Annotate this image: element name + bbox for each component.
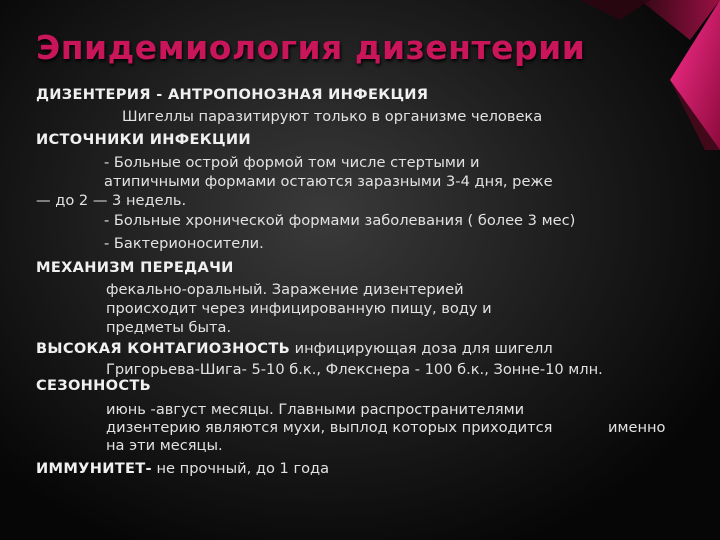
- row-immunity: [36, 460, 329, 478]
- text-acute-patients: - Больные острой формой том числе стертыми и: [104, 154, 480, 171]
- text-shigella-parasitize: Шигеллы паразитируют только в организме человека: [122, 108, 543, 125]
- text-immunity-duration: не прочный, до 1 года: [156, 460, 330, 477]
- text-carriers: - Бактерионосители.: [104, 235, 264, 252]
- slide-title: Эпидемиология дизентерии: [36, 28, 586, 67]
- text-chronic-patients: - Больные хронической формами заболевания ( более 3 мес): [104, 212, 576, 229]
- text-dose-values: Григорьева-Шига- 5-10 б.к., Флекснера - 100 б.к., Зонне-10 млн.: [106, 361, 603, 378]
- text-flies-spread: дизентерию являются мухи, выплод которых приходится: [106, 419, 553, 436]
- heading-seasonality: СЕЗОННОСТЬ: [36, 377, 152, 394]
- text-infectious-dose: инфицирующая доза для шигелл: [294, 340, 553, 357]
- heading-immunity: ИММУНИТЕТ-: [36, 460, 152, 477]
- text-these-months: на эти месяцы.: [106, 437, 223, 454]
- heading-high-contagiousness: ВЫСОКАЯ КОНТАГИОЗНОСТЬ: [36, 340, 290, 357]
- heading-infection-sources: ИСТОЧНИКИ ИНФЕКЦИИ: [36, 131, 251, 148]
- text-fecal-oral: фекально-оральный. Заражение дизентерией: [106, 281, 464, 298]
- text-atypical-forms: атипичными формами остаются заразными 3-4 дня, реже: [104, 173, 553, 190]
- text-household-items: предметы быта.: [106, 319, 232, 336]
- text-namely: именно: [608, 419, 666, 436]
- heading-transmission: МЕХАНИЗМ ПЕРЕДАЧИ: [36, 259, 234, 276]
- text-summer-months: июнь -август месяцы. Главными распространителями: [106, 401, 525, 418]
- text-contaminated-food: происходит через инфицированную пищу, воду и: [106, 300, 492, 317]
- row-high-contagiousness: [36, 340, 553, 358]
- heading-dysentery-anthroponosis: ДИЗЕНТЕРИЯ - АНТРОПОНОЗНАЯ ИНФЕКЦИЯ: [36, 86, 429, 103]
- decorative-corner-shapes: [520, 0, 720, 150]
- text-up-to-weeks: — до 2 — 3 недель.: [36, 192, 187, 209]
